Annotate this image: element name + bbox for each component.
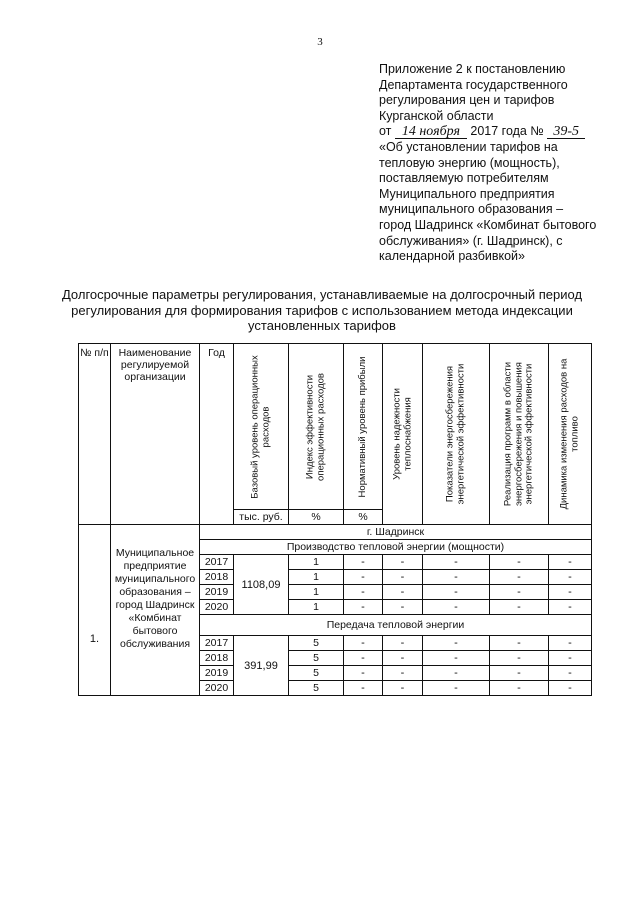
- header-fuel-dynamics: [549, 344, 592, 525]
- profit-cell: -: [344, 681, 383, 696]
- index-cell: 1: [289, 570, 344, 585]
- title-line: регулирования для формирования тарифов с использованием метода индексации: [71, 302, 573, 318]
- reliability-cell: -: [383, 570, 423, 585]
- programs-cell: -: [490, 570, 549, 585]
- fuel-cell: -: [549, 681, 592, 696]
- profit-cell: -: [344, 555, 383, 570]
- document-title: [60, 287, 584, 334]
- org-name: Муниципальное предприятие муниципального образования – город Шадринск «Комбинат бытового обслуживания: [111, 525, 200, 696]
- energy-cell: -: [423, 636, 490, 651]
- appendix-subject-line: муниципального образования –: [379, 202, 564, 217]
- handwritten-number: 39-5: [547, 125, 585, 139]
- appendix-subject-line: город Шадринск «Комбинат бытового: [379, 217, 597, 232]
- profit-cell: -: [344, 636, 383, 651]
- fuel-cell: -: [549, 585, 592, 600]
- header-efficiency-index-text: Индекс эффективности операционных расходов: [304, 372, 326, 481]
- city-name: г. Шадринск: [200, 525, 592, 540]
- programs-cell: -: [490, 600, 549, 615]
- appendix-subject-line: календарной разбивкой»: [379, 249, 525, 264]
- header-programs-text: Реализация программ в области энергосбережения и повышения энергетической эффективности: [502, 361, 535, 507]
- fuel-cell: -: [549, 570, 592, 585]
- header-efficiency-index: [289, 344, 344, 510]
- appendix-block: [379, 62, 627, 265]
- energy-cell: -: [423, 585, 490, 600]
- header-base-level: [234, 344, 289, 510]
- appendix-line: регулирования цен и тарифов: [379, 93, 555, 108]
- programs-cell: -: [490, 681, 549, 696]
- appendix-subject-line: поставляемую потребителям: [379, 171, 549, 186]
- programs-cell: -: [490, 585, 549, 600]
- city-row: [79, 525, 592, 540]
- reliability-cell: -: [383, 666, 423, 681]
- index-cell: 1: [289, 585, 344, 600]
- unit-efficiency-index: %: [289, 510, 344, 525]
- reliability-cell: -: [383, 600, 423, 615]
- fuel-cell: -: [549, 555, 592, 570]
- reliability-cell: -: [383, 636, 423, 651]
- profit-cell: -: [344, 570, 383, 585]
- header-profit-level: [344, 344, 383, 510]
- index-cell: 1: [289, 600, 344, 615]
- header-num: № п/п: [79, 344, 111, 525]
- year-cell: 2019: [200, 585, 234, 600]
- energy-cell: -: [423, 651, 490, 666]
- profit-cell: -: [344, 585, 383, 600]
- reliability-cell: -: [383, 585, 423, 600]
- header-fuel-dynamics-text: Динамика изменения расходов на топливо: [558, 358, 580, 510]
- header-profit-level-text: Нормативный уровень прибыли: [356, 356, 368, 497]
- handwritten-date: 14 ноября: [395, 125, 467, 139]
- energy-cell: -: [423, 600, 490, 615]
- header-energy-saving-text: Показатели энергосбережения энергетической эффективности: [444, 363, 466, 505]
- appendix-line: Приложение 2 к постановлению: [379, 62, 566, 76]
- date-prefix: от: [379, 124, 392, 139]
- profit-cell: -: [344, 600, 383, 615]
- appendix-line: Курганской области: [379, 108, 494, 123]
- programs-cell: -: [490, 666, 549, 681]
- title-line: Долгосрочные параметры регулирования, устанавливаемые на долгосрочный период: [61, 287, 583, 302]
- unit-profit-level: %: [344, 510, 383, 525]
- energy-cell: -: [423, 666, 490, 681]
- header-year: Год: [200, 344, 234, 525]
- section-title-production: Производство тепловой энергии (мощности): [200, 540, 592, 555]
- header-energy-saving: [423, 344, 490, 525]
- programs-cell: -: [490, 555, 549, 570]
- fuel-cell: -: [549, 666, 592, 681]
- reliability-cell: -: [383, 681, 423, 696]
- year-cell: 2019: [200, 666, 234, 681]
- appendix-line: Департамента государственного: [379, 77, 568, 92]
- header-programs: [490, 344, 549, 525]
- row-number: 1.: [79, 525, 111, 696]
- year-text: 2017 года №: [470, 124, 544, 139]
- index-cell: 5: [289, 681, 344, 696]
- fuel-cell: -: [549, 636, 592, 651]
- appendix-date-line: [379, 124, 627, 140]
- energy-cell: -: [423, 570, 490, 585]
- base-level-value: 391,99: [234, 636, 289, 696]
- appendix-subject-line: Муниципального предприятия: [379, 186, 555, 201]
- appendix-subject-line: тепловую энергию (мощность),: [379, 155, 560, 170]
- index-cell: 5: [289, 666, 344, 681]
- parameters-table: [78, 343, 592, 696]
- programs-cell: -: [490, 651, 549, 666]
- energy-cell: -: [423, 681, 490, 696]
- unit-base-level: тыс. руб.: [234, 510, 289, 525]
- index-cell: 5: [289, 636, 344, 651]
- header-row: [79, 344, 592, 510]
- energy-cell: -: [423, 555, 490, 570]
- appendix-subject-line: «Об установлении тарифов на: [379, 139, 558, 154]
- year-cell: 2017: [200, 555, 234, 570]
- reliability-cell: -: [383, 555, 423, 570]
- reliability-cell: -: [383, 651, 423, 666]
- appendix-subject-line: обслуживания» (г. Шадринск), с: [379, 233, 563, 248]
- year-cell: 2020: [200, 600, 234, 615]
- header-base-level-text: Базовый уровень операционных расходов: [249, 354, 271, 499]
- year-cell: 2020: [200, 681, 234, 696]
- fuel-cell: -: [549, 651, 592, 666]
- page-number: 3: [317, 36, 323, 48]
- profit-cell: -: [344, 666, 383, 681]
- header-reliability-text: Уровень надежности теплоснабжения: [391, 388, 413, 480]
- index-cell: 1: [289, 555, 344, 570]
- index-cell: 5: [289, 651, 344, 666]
- profit-cell: -: [344, 651, 383, 666]
- header-reliability: [383, 344, 423, 525]
- header-org: Наименование регулируемой организации: [111, 344, 200, 525]
- year-cell: 2017: [200, 636, 234, 651]
- year-cell: 2018: [200, 651, 234, 666]
- section-title-transmission: Передача тепловой энергии: [200, 615, 592, 636]
- year-cell: 2018: [200, 570, 234, 585]
- title-line: установленных тарифов: [248, 318, 396, 333]
- programs-cell: -: [490, 636, 549, 651]
- base-level-value: 1108,09: [234, 555, 289, 615]
- fuel-cell: -: [549, 600, 592, 615]
